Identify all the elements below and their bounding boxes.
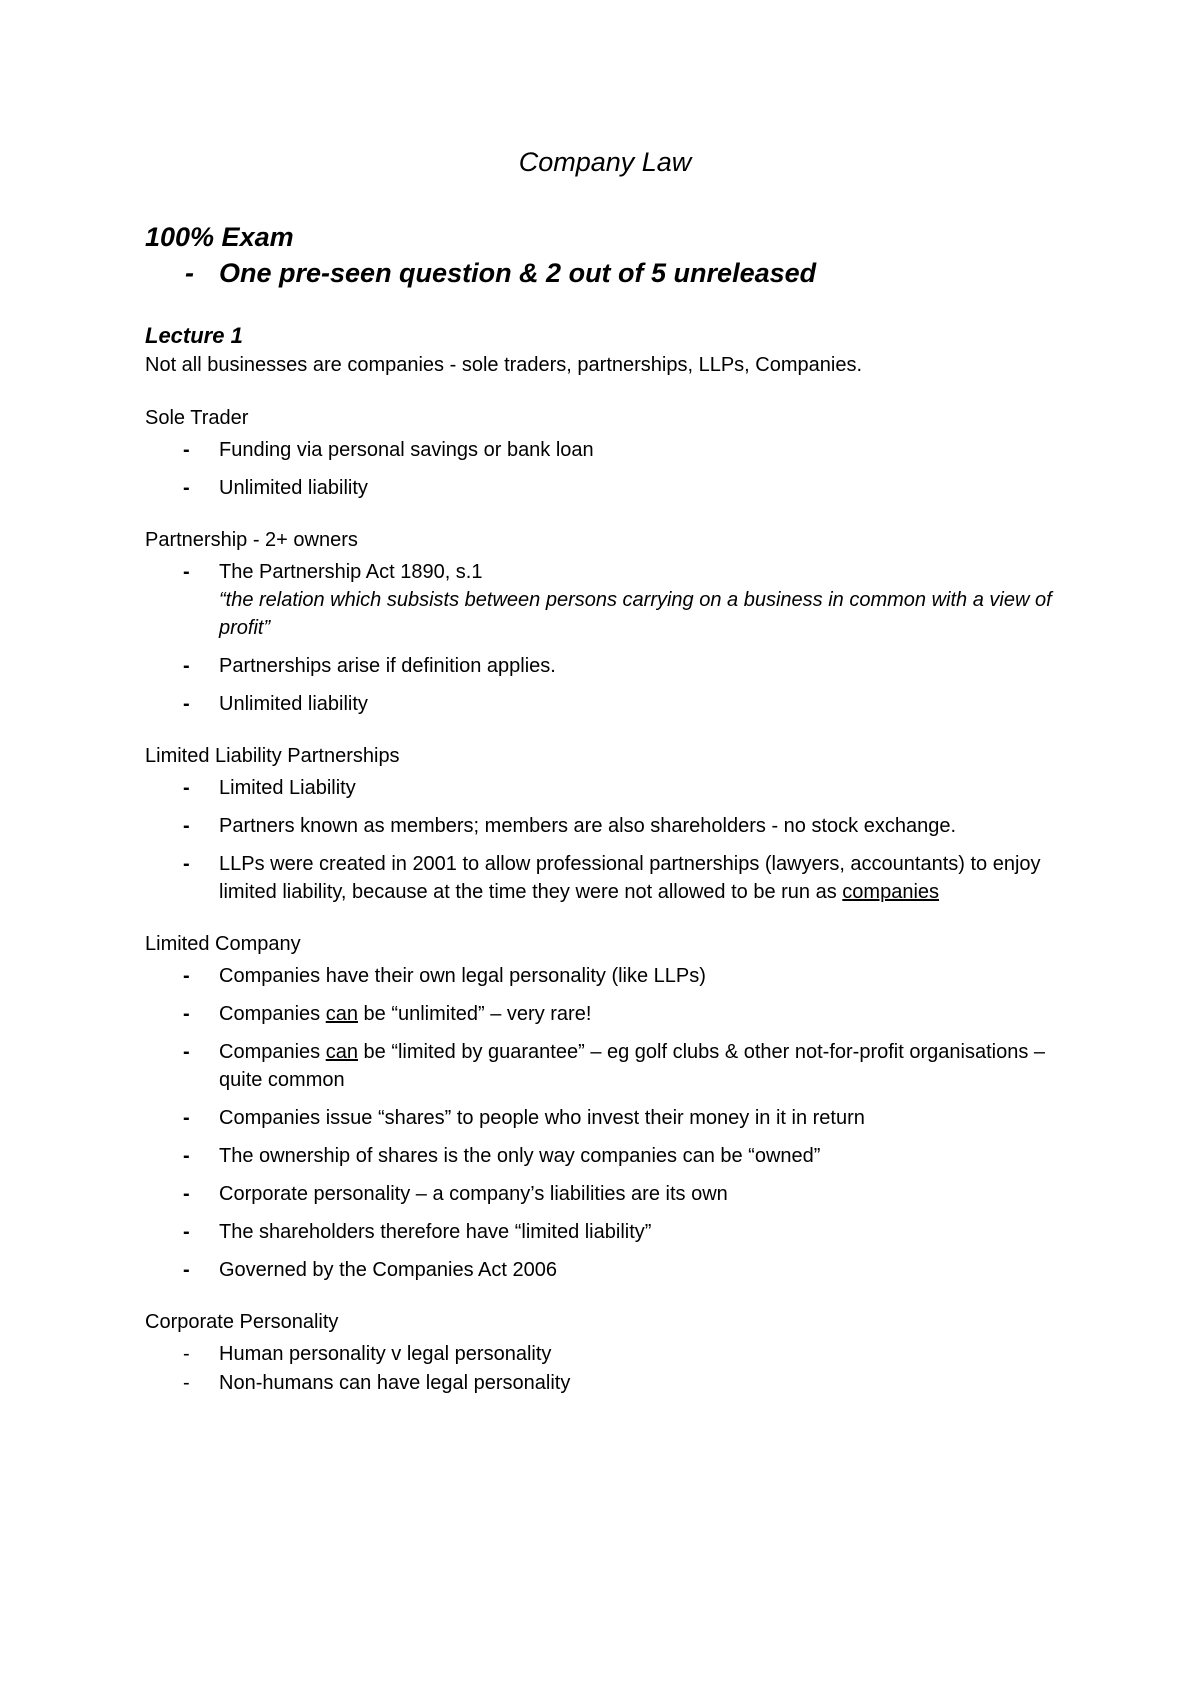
section-heading-corporate-personality: Corporate Personality bbox=[145, 1310, 339, 1333]
document-content bbox=[145, 145, 1065, 1421]
dash-marker: - bbox=[183, 964, 190, 987]
list-item-text: The ownership of shares is the only way companies can be “owned” bbox=[219, 1144, 821, 1167]
list-item-text: Non-humans can have legal personality bbox=[219, 1371, 571, 1394]
list-item bbox=[145, 1142, 1065, 1170]
list-item-text: Corporate personality – a company’s liabilities are its own bbox=[219, 1182, 728, 1205]
act-reference: The Partnership Act 1890, s.1 bbox=[219, 560, 483, 583]
section-heading-sole-trader: Sole Trader bbox=[145, 406, 249, 429]
underlined-word: can bbox=[325, 1040, 358, 1063]
llp-list bbox=[145, 774, 1065, 906]
dash-marker: - bbox=[183, 1342, 190, 1365]
dash-marker: - bbox=[183, 1182, 190, 1205]
section-heading-partnership: Partnership - 2+ owners bbox=[145, 528, 358, 551]
sole-trader-list bbox=[145, 436, 1065, 502]
list-item bbox=[145, 690, 1065, 718]
list-item-text: Partnerships arise if definition applies. bbox=[219, 654, 556, 677]
list-item bbox=[145, 1000, 1065, 1028]
dash-marker: - bbox=[183, 776, 190, 799]
dash-marker: - bbox=[183, 1040, 190, 1063]
list-item bbox=[145, 1180, 1065, 1208]
list-item bbox=[145, 652, 1065, 680]
dash-marker: - bbox=[183, 1002, 190, 1025]
list-item bbox=[145, 436, 1065, 464]
lecture-heading: Lecture 1 bbox=[145, 322, 243, 348]
limited-company-list bbox=[145, 962, 1065, 1284]
exam-item-text: One pre-seen question & 2 out of 5 unreleased bbox=[219, 258, 817, 289]
list-item bbox=[145, 1256, 1065, 1284]
underlined-word: companies bbox=[842, 880, 940, 903]
section-heading-limited-company: Limited Company bbox=[145, 932, 301, 955]
underlined-word: can bbox=[325, 1002, 358, 1025]
section-heading-llp: Limited Liability Partnerships bbox=[145, 744, 400, 767]
list-item-text: LLPs were created in 2001 to allow professional partnerships (lawyers, accountants) to enjoy limited liability, because at the time they were not allowed to be run as bbox=[219, 852, 1041, 903]
dash-marker: - bbox=[183, 692, 190, 715]
dash-marker: - bbox=[183, 1371, 190, 1394]
dash-marker: - bbox=[183, 560, 190, 583]
dash-marker: - bbox=[185, 258, 194, 289]
list-item-text: Companies bbox=[219, 1002, 326, 1025]
list-item-text: Funding via personal savings or bank loan bbox=[219, 438, 594, 461]
list-item bbox=[145, 474, 1065, 502]
dash-marker: - bbox=[183, 852, 190, 875]
list-item bbox=[145, 1369, 1065, 1397]
list-item-text: be “unlimited” – very rare! bbox=[357, 1002, 592, 1025]
list-item-text: be “limited by guarantee” – eg golf clubs & other not-for-profit organisations – quite common bbox=[219, 1040, 1046, 1091]
corporate-personality-list bbox=[145, 1340, 1065, 1397]
list-item bbox=[145, 1104, 1065, 1132]
dash-marker: - bbox=[183, 1220, 190, 1243]
exam-item bbox=[145, 255, 1065, 293]
list-item bbox=[145, 962, 1065, 990]
list-item bbox=[145, 1218, 1065, 1246]
partnership-list bbox=[145, 558, 1065, 718]
document-title: Company Law bbox=[518, 147, 692, 177]
dash-marker: - bbox=[183, 1258, 190, 1281]
dash-marker: - bbox=[183, 1144, 190, 1167]
list-item-text: Limited Liability bbox=[219, 776, 356, 799]
dash-marker: - bbox=[183, 814, 190, 837]
exam-list bbox=[145, 255, 1065, 293]
list-item-text: Unlimited liability bbox=[219, 476, 368, 499]
dash-marker: - bbox=[183, 654, 190, 677]
list-item-text: Partners known as members; members are also shareholders - no stock exchange. bbox=[219, 814, 957, 837]
list-item-text: Companies have their own legal personality (like LLPs) bbox=[219, 964, 706, 987]
list-item bbox=[145, 774, 1065, 802]
exam-heading: 100% Exam bbox=[145, 222, 294, 253]
list-item bbox=[145, 1340, 1065, 1368]
list-item-text: Companies issue “shares” to people who invest their money in it in return bbox=[219, 1106, 865, 1129]
dash-marker: - bbox=[183, 476, 190, 499]
list-item-text: Governed by the Companies Act 2006 bbox=[219, 1258, 557, 1281]
list-item bbox=[145, 558, 1065, 642]
list-item bbox=[145, 850, 1065, 906]
dash-marker: - bbox=[183, 438, 190, 461]
dash-marker: - bbox=[183, 1106, 190, 1129]
list-item bbox=[145, 1038, 1065, 1094]
list-item bbox=[145, 812, 1065, 840]
list-item-text: Unlimited liability bbox=[219, 692, 368, 715]
list-item-text: Human personality v legal personality bbox=[219, 1342, 552, 1365]
list-item-text: The shareholders therefore have “limited liability” bbox=[219, 1220, 652, 1243]
act-quote: “the relation which subsists between persons carrying on a business in common with a view of profit” bbox=[219, 588, 1052, 639]
lecture-intro: Not all businesses are companies - sole traders, partnerships, LLPs, Companies. bbox=[145, 353, 863, 376]
list-item-text: Companies bbox=[219, 1040, 326, 1063]
